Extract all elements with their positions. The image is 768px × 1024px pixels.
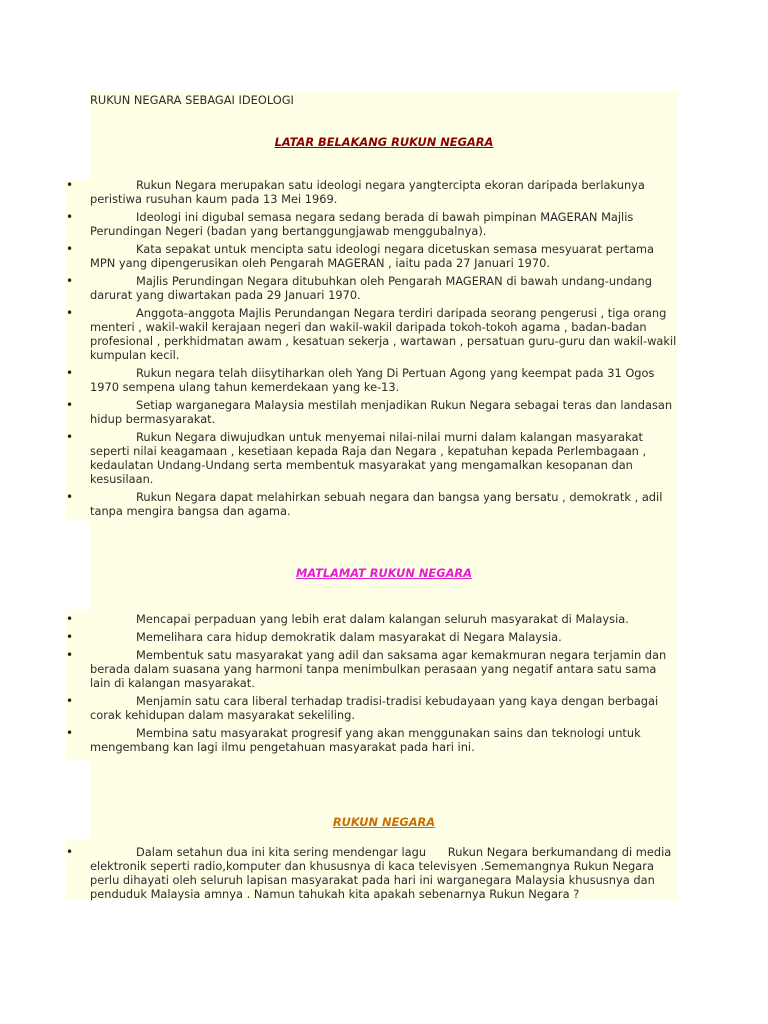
list-item	[0, 694, 768, 722]
list-item	[0, 726, 768, 754]
list-item	[0, 366, 768, 394]
heading-rukun-negara: RUKUN NEGARA	[332, 815, 436, 829]
bullet-icon: •	[66, 178, 74, 192]
list-item	[0, 648, 768, 690]
list-item	[0, 242, 768, 270]
bullet-icon: •	[66, 306, 74, 320]
bullet-icon: •	[66, 490, 74, 504]
bullet-icon: •	[66, 694, 74, 708]
list-item-text: Mencapai perpaduan yang lebih erat dalam kalangan seluruh masyarakat di Malaysia.	[136, 612, 629, 626]
bullet-icon: •	[66, 210, 74, 224]
list-item-text: Kata sepakat untuk mencipta satu ideologi negara dicetuskan semasa mesyuarat pertama MPN yang dipengerusikan oleh Pengarah MAGERAN , iaitu pada 27 Januari 1970.	[90, 242, 655, 270]
list-rukun-negara	[0, 845, 768, 901]
list-matlamat	[0, 612, 768, 758]
list-item-text: Dalam setahun dua ini kita sering mendengar lagu Rukun Negara berkumandang di media elektronik seperti radio,komputer dan khususnya di kaca televisyen .Sememangnya Rukun Negara perlu dihayati oleh seluruh lapisan masyarakat pada hari ini warganegara Malaysia khususnya dan penduduk Malaysia amnya . Namun tahukah kita apakah sebenarnya Rukun Negara ?	[90, 845, 675, 901]
bullet-icon: •	[66, 274, 74, 288]
heading-latar-belakang: LATAR BELAKANG RUKUN NEGARA	[274, 135, 494, 149]
list-latar-belakang	[0, 178, 768, 522]
list-item	[0, 398, 768, 426]
list-item-text: Rukun Negara dapat melahirkan sebuah negara dan bangsa yang bersatu , demokratk , adil tanpa mengira bangsa dan agama.	[90, 490, 663, 518]
list-item	[0, 845, 768, 901]
list-item	[0, 274, 768, 302]
bullet-icon: •	[66, 630, 74, 644]
shade-matlamat	[90, 520, 678, 610]
bullet-icon: •	[66, 430, 74, 444]
list-item-text: Membina satu masyarakat progresif yang akan menggunakan sains dan teknologi untuk mengembang kan lagi ilmu pengetahuan masyarakat pada hari ini.	[90, 726, 641, 754]
list-item	[0, 306, 768, 362]
list-item-text: Anggota-anggota Majlis Perundangan Negara terdiri daripada seorang pengerusi , tiga orang menteri , wakil-wakil kerajaan negeri dan wakil-wakil daripada tokoh-tokoh agama , badan-badan profesional , perkhidmatan awam , kesatuan sekerja , wartawan , persatuan guru-guru dan wakil-wakil kumpulan kecil.	[90, 306, 677, 362]
list-item-text: Rukun negara telah diisytiharkan oleh Yang Di Pertuan Agong yang keempat pada 31 Ogos 1970 sempena ulang tahun kemerdekaan yang ke-13.	[90, 366, 655, 394]
list-item-text: Menjamin satu cara liberal terhadap tradisi-tradisi kebudayaan yang kaya dengan berbagai corak kehidupan dalam masyarakat sekeliling.	[90, 694, 659, 722]
list-item-text: Memelihara cara hidup demokratik dalam masyarakat di Negara Malaysia.	[136, 630, 562, 644]
bullet-icon: •	[66, 242, 74, 256]
bullet-icon: •	[66, 648, 74, 662]
list-item	[0, 430, 768, 486]
bullet-icon: •	[66, 726, 74, 740]
list-item-text: Rukun Negara merupakan satu ideologi negara yangtercipta ekoran daripada berlakunya peristiwa rusuhan kaum pada 13 Mei 1969.	[90, 178, 645, 206]
list-item-text: Majlis Perundingan Negara ditubuhkan oleh Pengarah MAGERAN di bawah undang-undang darurat yang diwartakan pada 29 Januari 1970.	[90, 274, 652, 302]
list-item	[0, 630, 768, 644]
list-item-text: Ideologi ini digubal semasa negara sedang berada di bawah pimpinan MAGERAN Majlis Perundingan Negeri (badan yang bertanggungjawab menggubalnya).	[90, 210, 634, 238]
document-title: RUKUN NEGARA SEBAGAI IDEOLOGI	[90, 93, 294, 107]
list-item-text: Setiap warganegara Malaysia mestilah menjadikan Rukun Negara sebagai teras dan landasan hidup bermasyarakat.	[90, 398, 673, 426]
bullet-icon: •	[66, 366, 74, 380]
heading-matlamat: MATLAMAT RUKUN NEGARA	[296, 566, 472, 580]
list-item-text: Membentuk satu masyarakat yang adil dan saksama agar kemakmuran negara terjamin dan berada dalam suasana yang harmoni tanpa menimbulkan perasaan yang negatif antara satu sama lain di kalangan masyarakat.	[90, 648, 667, 690]
list-item	[0, 612, 768, 626]
list-item	[0, 178, 768, 206]
bullet-icon: •	[66, 845, 74, 859]
list-item	[0, 210, 768, 238]
list-item-text: Rukun Negara diwujudkan untuk menyemai nilai-nilai murni dalam kalangan masyarakat seperti nilai keagamaan , kesetiaan kepada Raja dan Negara , kepatuhan kepada Perlembagaan , kedaulatan Undang-Undang serta membentuk masyarakat yang mengamalkan kesopanan dan kesusilaan.	[90, 430, 647, 486]
list-item	[0, 490, 768, 518]
bullet-icon: •	[66, 612, 74, 626]
bullet-icon: •	[66, 398, 74, 412]
